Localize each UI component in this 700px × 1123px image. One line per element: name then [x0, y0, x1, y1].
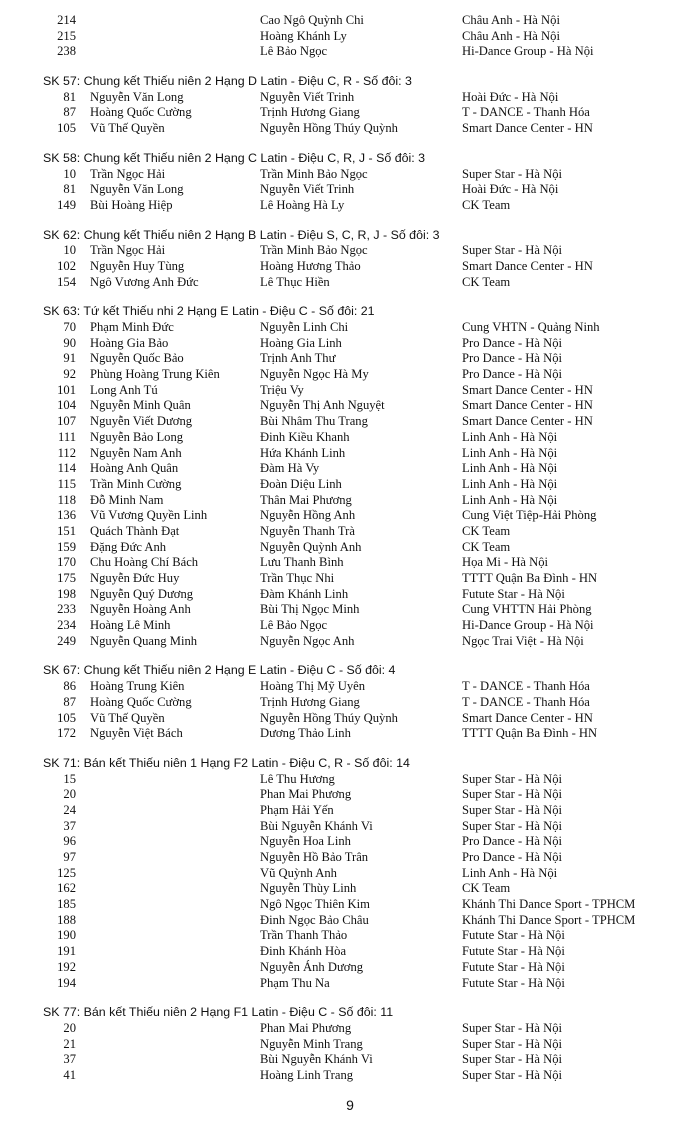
club-name: CK Team	[462, 274, 511, 289]
partner-female-name: Trần Minh Bảo Ngọc	[260, 243, 368, 258]
club-name: Hi-Dance Group - Hà Nội	[462, 618, 594, 633]
competitor-number: 188	[57, 912, 76, 927]
competitor-number: 10	[63, 243, 76, 258]
entry-row	[0, 587, 700, 603]
partner-male-name: Nguyễn Minh Quân	[90, 398, 191, 413]
club-name: Super Star - Hà Nội	[462, 1020, 563, 1035]
partner-male-name: Trần Ngọc Hải	[90, 243, 166, 258]
club-name: Super Star - Hà Nội	[462, 818, 563, 833]
club-name: Futute Star - Hà Nội	[462, 586, 565, 601]
competitor-number: 24	[63, 802, 76, 817]
partner-male-name: Nguyễn Huy Tùng	[90, 258, 185, 273]
entry-row	[0, 430, 700, 446]
partner-female-name: Bùi Thị Ngọc Minh	[260, 602, 360, 617]
partner-female-name: Phan Mai Phương	[260, 787, 352, 802]
competitor-number: 115	[57, 476, 76, 491]
club-name: Super Star - Hà Nội	[462, 1067, 563, 1082]
competitor-number: 118	[57, 492, 76, 507]
club-name: TTTT Quận Ba Đình - HN	[462, 726, 598, 741]
club-name: Khánh Thi Dance Sport - TPHCM	[462, 897, 636, 912]
entry-row	[0, 772, 700, 788]
club-name: T - DANCE - Thanh Hóa	[462, 679, 590, 694]
partner-female-name: Trần Thục Nhi	[260, 571, 335, 585]
partner-female-name: Cao Ngô Quỳnh Chi	[260, 13, 364, 27]
competitor-number: 105	[57, 121, 76, 136]
partner-female-name: Nguyễn Viết Trinh	[260, 182, 355, 197]
entry-row	[0, 881, 700, 897]
entry-row	[0, 976, 700, 992]
competitor-number: 102	[57, 258, 76, 273]
partner-male-name: Long Anh Tú	[90, 382, 158, 397]
club-name: Linh Anh - Hà Nội	[462, 476, 558, 491]
competitor-number: 21	[63, 1036, 76, 1051]
entry-row	[0, 803, 700, 819]
club-name: Châu Anh - Hà Nội	[462, 28, 560, 43]
partner-male-name: Phạm Minh Đức	[90, 320, 174, 334]
entry-row	[0, 398, 700, 414]
section-title: SK 67: Chung kết Thiếu niên 2 Hạng E Latin - Điệu C - Số đôi: 4	[43, 663, 396, 678]
competitor-number: 105	[57, 710, 76, 725]
club-name: Pro Dance - Hà Nội	[462, 850, 563, 864]
competitor-number: 107	[57, 414, 76, 429]
section-title: SK 57: Chung kết Thiếu niên 2 Hạng D Latin - Điệu C, R - Số đôi: 3	[43, 74, 412, 89]
club-name: Super Star - Hà Nội	[462, 1052, 563, 1067]
partner-male-name: Bùi Hoàng Hiệp	[90, 197, 173, 212]
partner-female-name: Nguyễn Hoa Linh	[260, 834, 351, 849]
partner-female-name: Nguyễn Hồng Anh	[260, 508, 356, 523]
entry-row	[0, 1037, 700, 1053]
club-name: T - DANCE - Thanh Hóa	[462, 105, 590, 120]
partner-female-name: Nguyễn Linh Chi	[260, 320, 349, 334]
partner-female-name: Trần Thanh Thảo	[260, 928, 348, 943]
partner-male-name: Ngô Vương Anh Đức	[90, 274, 199, 289]
competitor-number: 101	[57, 382, 76, 397]
partner-female-name: Triệu Vy	[260, 382, 304, 397]
partner-male-name: Nguyễn Hoàng Anh	[90, 602, 191, 617]
section-title: SK 58: Chung kết Thiếu niên 2 Hạng C Latin - Điệu C, R, J - Số đôi: 3	[43, 150, 426, 165]
club-name: Super Star - Hà Nội	[462, 166, 563, 181]
competitor-number: 190	[57, 928, 76, 943]
club-name: Smart Dance Center - HN	[462, 710, 593, 725]
club-name: Ngọc Trai Việt - Hà Nội	[462, 633, 584, 648]
competitor-number: 37	[63, 818, 76, 833]
partner-male-name: Nguyễn Quang Minh	[90, 633, 198, 648]
partner-male-name: Nguyễn Nam Anh	[90, 445, 182, 460]
partner-female-name: Hoàng Gia Linh	[260, 335, 342, 350]
competitor-number: 125	[57, 865, 76, 880]
competitor-number: 162	[57, 881, 76, 896]
entry-row	[0, 540, 700, 556]
partner-female-name: Lê Bảo Ngọc	[260, 44, 328, 59]
competitor-number: 191	[57, 944, 76, 959]
partner-female-name: Thân Mai Phương	[260, 492, 352, 507]
club-name: Họa Mi - Hà Nội	[462, 555, 549, 570]
entry-row	[0, 383, 700, 399]
entry-row	[0, 679, 700, 695]
entry-row	[0, 618, 700, 634]
partner-female-name: Hoàng Khánh Ly	[260, 28, 347, 43]
partner-female-name: Bùi Nguyễn Khánh Vi	[260, 1052, 373, 1067]
club-name: Super Star - Hà Nội	[462, 802, 563, 817]
entry-row	[0, 1068, 700, 1084]
partner-female-name: Phạm Thu Na	[260, 975, 330, 990]
partner-female-name: Hứa Khánh Linh	[260, 445, 346, 460]
partner-female-name: Đinh Kiều Khanh	[260, 429, 350, 444]
partner-female-name: Phạm Hải Yến	[260, 802, 334, 817]
partner-male-name: Hoàng Quốc Cường	[90, 105, 192, 120]
club-name: Cung VHTN - Quảng Ninh	[462, 320, 600, 334]
competitor-number: 104	[57, 398, 76, 413]
partner-female-name: Trịnh Hương Giang	[260, 694, 360, 709]
competitor-number: 87	[63, 105, 76, 120]
partner-male-name: Phùng Hoàng Trung Kiên	[90, 367, 220, 382]
partner-male-name: Hoàng Anh Quân	[90, 461, 179, 476]
entry-row	[0, 29, 700, 45]
club-name: TTTT Quận Ba Đình - HN	[462, 571, 598, 585]
club-name: Khánh Thi Dance Sport - TPHCM	[462, 912, 636, 927]
partner-female-name: Hoàng Hương Thảo	[260, 258, 361, 273]
competitor-number: 175	[57, 571, 76, 585]
club-name: Smart Dance Center - HN	[462, 382, 593, 397]
club-name: Super Star - Hà Nội	[462, 787, 563, 802]
club-name: T - DANCE - Thanh Hóa	[462, 694, 590, 709]
partner-female-name: Trịnh Anh Thư	[260, 351, 336, 366]
competitor-number: 238	[57, 44, 76, 59]
partner-female-name: Nguyễn Hồng Thúy Quỳnh	[260, 710, 398, 725]
partner-female-name: Nguyễn Thị Anh Nguyệt	[260, 398, 385, 413]
partner-male-name: Trần Ngọc Hải	[90, 166, 166, 181]
competitor-number: 114	[57, 461, 76, 476]
competitor-number: 90	[63, 335, 76, 350]
competitor-number: 215	[57, 28, 76, 43]
entry-row	[0, 461, 700, 477]
club-name: Smart Dance Center - HN	[462, 398, 593, 413]
partner-female-name: Vũ Quỳnh Anh	[260, 865, 337, 880]
partner-male-name: Trần Minh Cường	[90, 476, 182, 491]
partner-male-name: Nguyễn Viết Dương	[90, 414, 193, 429]
club-name: Linh Anh - Hà Nội	[462, 492, 558, 507]
competitor-number: 154	[57, 274, 76, 289]
partner-male-name: Nguyễn Quý Dương	[90, 586, 194, 601]
competitor-number: 170	[57, 555, 76, 570]
entry-row	[0, 13, 700, 29]
partner-male-name: Nguyễn Văn Long	[90, 89, 184, 104]
club-name: Hoài Đức - Hà Nội	[462, 89, 559, 104]
club-name: Pro Dance - Hà Nội	[462, 351, 563, 366]
club-name: Smart Dance Center - HN	[462, 414, 593, 429]
partner-male-name: Nguyễn Đức Huy	[90, 571, 180, 585]
club-name: CK Team	[462, 539, 511, 554]
partner-female-name: Đinh Ngọc Bảo Châu	[260, 912, 369, 927]
competitor-number: 214	[57, 13, 76, 27]
entry-row	[0, 960, 700, 976]
entry-row	[0, 243, 700, 259]
club-name: Linh Anh - Hà Nội	[462, 461, 558, 476]
partner-female-name: Đàm Khánh Linh	[260, 586, 349, 601]
entry-row	[0, 167, 700, 183]
partner-female-name: Đàm Hà Vy	[260, 461, 320, 476]
partner-female-name: Bùi Nhâm Thu Trang	[260, 414, 368, 429]
competitor-number: 41	[63, 1067, 76, 1082]
partner-female-name: Nguyễn Viết Trinh	[260, 89, 355, 104]
partner-female-name: Hoàng Linh Trang	[260, 1067, 354, 1082]
partner-female-name: Nguyễn Minh Trang	[260, 1036, 363, 1051]
club-name: Linh Anh - Hà Nội	[462, 429, 558, 444]
partner-female-name: Đinh Khánh Hòa	[260, 944, 347, 959]
club-name: Futute Star - Hà Nội	[462, 975, 565, 990]
entry-row	[0, 913, 700, 929]
partner-female-name: Trần Minh Bảo Ngọc	[260, 166, 368, 181]
club-name: Super Star - Hà Nội	[462, 1036, 563, 1051]
competitor-number: 194	[57, 975, 76, 990]
entry-row	[0, 367, 700, 383]
entry-row	[0, 351, 700, 367]
competitor-number: 96	[63, 834, 76, 849]
competitor-number: 159	[57, 539, 76, 554]
entry-row	[0, 508, 700, 524]
entry-row	[0, 182, 700, 198]
club-name: Hoài Đức - Hà Nội	[462, 182, 559, 197]
partner-female-name: Nguyễn Ngọc Hà My	[260, 367, 369, 382]
entry-row	[0, 477, 700, 493]
entry-row	[0, 634, 700, 650]
partner-male-name: Nguyễn Bảo Long	[90, 429, 184, 444]
club-name: Pro Dance - Hà Nội	[462, 367, 563, 382]
competitor-number: 37	[63, 1052, 76, 1067]
entry-row	[0, 1052, 700, 1068]
partner-female-name: Dương Thảo Linh	[260, 726, 351, 741]
entry-row	[0, 850, 700, 866]
club-name: Smart Dance Center - HN	[462, 258, 593, 273]
club-name: Pro Dance - Hà Nội	[462, 335, 563, 350]
entry-row	[0, 695, 700, 711]
club-name: Super Star - Hà Nội	[462, 771, 563, 786]
club-name: Cung VHTTN Hải Phòng	[462, 602, 592, 617]
competitor-number: 111	[58, 429, 76, 444]
entry-row	[0, 571, 700, 587]
entry-row	[0, 105, 700, 121]
entry-row	[0, 726, 700, 742]
competitor-number: 10	[63, 166, 76, 181]
competitor-number: 136	[57, 508, 76, 523]
partner-female-name: Lê Thu Hương	[260, 771, 335, 786]
club-name: Futute Star - Hà Nội	[462, 944, 565, 959]
club-name: CK Team	[462, 881, 511, 896]
partner-female-name: Nguyễn Ánh Dương	[260, 959, 364, 974]
partner-female-name: Nguyễn Hồ Bảo Trân	[260, 850, 369, 864]
entry-row	[0, 90, 700, 106]
partner-female-name: Nguyễn Hồng Thúy Quỳnh	[260, 121, 398, 136]
club-name: Futute Star - Hà Nội	[462, 959, 565, 974]
partner-female-name: Bùi Nguyễn Khánh Vi	[260, 818, 373, 833]
club-name: Pro Dance - Hà Nội	[462, 834, 563, 849]
entry-row	[0, 866, 700, 882]
partner-male-name: Nguyễn Việt Bách	[90, 726, 183, 741]
club-name: CK Team	[462, 523, 511, 538]
entry-row	[0, 44, 700, 60]
club-name: Châu Anh - Hà Nội	[462, 13, 560, 27]
club-name: Futute Star - Hà Nội	[462, 928, 565, 943]
entry-row	[0, 493, 700, 509]
competitor-number: 185	[57, 897, 76, 912]
competitor-number: 112	[57, 445, 76, 460]
competitor-number: 91	[63, 351, 76, 366]
competitor-number: 172	[57, 726, 76, 741]
entry-row	[0, 414, 700, 430]
partner-male-name: Vũ Thế Quyền	[90, 710, 165, 725]
section-title: SK 62: Chung kết Thiếu niên 2 Hạng B Latin - Điệu S, C, R, J - Số đôi: 3	[43, 227, 440, 242]
partner-female-name: Trịnh Hương Giang	[260, 105, 360, 120]
club-name: CK Team	[462, 197, 511, 212]
partner-female-name: Lê Bảo Ngọc	[260, 618, 328, 633]
entry-row	[0, 524, 700, 540]
partner-female-name: Đoàn Diệu Linh	[260, 476, 342, 491]
partner-female-name: Ngô Ngọc Thiên Kim	[260, 897, 370, 912]
partner-female-name: Lê Hoàng Hà Ly	[260, 197, 345, 212]
entry-row	[0, 446, 700, 462]
partner-female-name: Nguyễn Quỳnh Anh	[260, 539, 362, 554]
competitor-number: 233	[57, 602, 76, 617]
partner-female-name: Lê Thục Hiền	[260, 274, 330, 289]
entry-row	[0, 944, 700, 960]
partner-female-name: Lưu Thanh Bình	[260, 555, 344, 570]
partner-female-name: Nguyễn Thùy Linh	[260, 881, 357, 896]
section-title: SK 63: Tứ kết Thiếu nhi 2 Hạng E Latin - Điệu C - Số đôi: 21	[43, 304, 375, 319]
competitor-number: 20	[63, 787, 76, 802]
partner-male-name: Vũ Vương Quyền Linh	[90, 508, 208, 523]
entry-row	[0, 198, 700, 214]
partner-male-name: Nguyễn Văn Long	[90, 182, 184, 197]
page-number: 9	[346, 1097, 354, 1113]
entry-row	[0, 259, 700, 275]
partner-male-name: Đặng Đức Anh	[90, 539, 167, 554]
entry-row	[0, 711, 700, 727]
entry-row	[0, 121, 700, 137]
entry-row	[0, 897, 700, 913]
competitor-number: 97	[63, 850, 76, 864]
competitor-number: 234	[57, 618, 76, 633]
club-name: Cung Việt Tiệp-Hải Phòng	[462, 508, 597, 523]
partner-male-name: Hoàng Gia Bảo	[90, 335, 169, 350]
entry-row	[0, 928, 700, 944]
partner-male-name: Hoàng Quốc Cường	[90, 694, 192, 709]
partner-male-name: Vũ Thế Quyền	[90, 121, 165, 136]
partner-male-name: Chu Hoàng Chí Bách	[90, 555, 199, 570]
competitor-number: 81	[63, 182, 76, 197]
entry-row	[0, 834, 700, 850]
partner-male-name: Hoàng Trung Kiên	[90, 679, 185, 694]
entry-row	[0, 602, 700, 618]
partner-male-name: Đỗ Minh Nam	[90, 492, 164, 507]
partner-male-name: Hoàng Lê Minh	[90, 618, 171, 633]
competitor-number: 15	[63, 771, 76, 786]
entry-row	[0, 1021, 700, 1037]
competitor-number: 87	[63, 694, 76, 709]
competitor-number: 86	[63, 679, 76, 694]
entry-row	[0, 320, 700, 336]
section-title: SK 71: Bán kết Thiếu niên 1 Hạng F2 Latin - Điệu C, R - Số đôi: 14	[43, 755, 410, 770]
competitor-number: 249	[57, 633, 76, 648]
club-name: Smart Dance Center - HN	[462, 121, 593, 136]
entry-row	[0, 819, 700, 835]
competitor-number: 20	[63, 1020, 76, 1035]
partner-male-name: Nguyễn Quốc Bảo	[90, 351, 184, 366]
competitor-number: 81	[63, 89, 76, 104]
club-name: Super Star - Hà Nội	[462, 243, 563, 258]
partner-female-name: Phan Mai Phương	[260, 1020, 352, 1035]
club-name: Hi-Dance Group - Hà Nội	[462, 44, 594, 59]
entry-row	[0, 336, 700, 352]
entry-row	[0, 275, 700, 291]
competitor-number: 70	[63, 320, 76, 334]
competitor-number: 151	[57, 523, 76, 538]
entry-row	[0, 555, 700, 571]
club-name: Linh Anh - Hà Nội	[462, 865, 558, 880]
partner-male-name: Quách Thành Đạt	[90, 523, 180, 538]
competitor-number: 149	[57, 197, 76, 212]
competitor-number: 192	[57, 959, 76, 974]
partner-female-name: Hoàng Thị Mỹ Uyên	[260, 679, 366, 694]
entry-row	[0, 787, 700, 803]
club-name: Linh Anh - Hà Nội	[462, 445, 558, 460]
partner-female-name: Nguyễn Thanh Trà	[260, 523, 355, 538]
competitor-number: 92	[63, 367, 76, 382]
partner-female-name: Nguyễn Ngọc Anh	[260, 633, 355, 648]
section-title: SK 77: Bán kết Thiếu niên 2 Hạng F1 Latin - Điệu C - Số đôi: 11	[43, 1005, 394, 1020]
competitor-number: 198	[57, 586, 76, 601]
